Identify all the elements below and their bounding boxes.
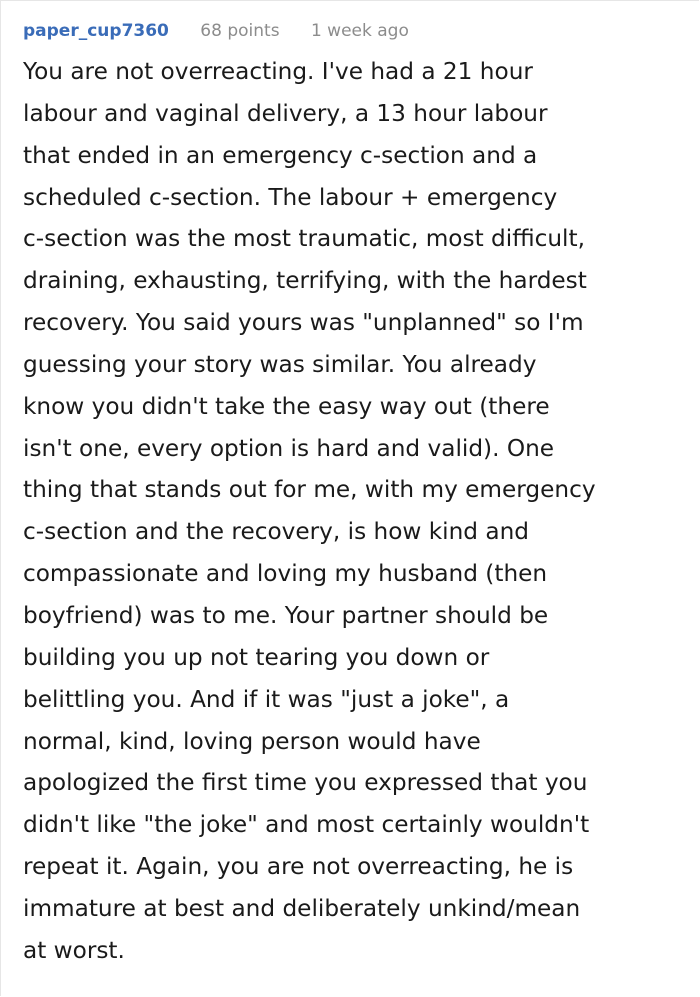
comment-text-line: repeat it. Again, you are not overreacting, he is — [23, 853, 574, 881]
comment-text-line: thing that stands out for me, with my emergency — [23, 476, 596, 504]
comment-text-line: labour and vaginal delivery, a 13 hour labour — [23, 99, 548, 127]
comment-text-line: scheduled c-section. The labour + emergency — [23, 183, 558, 211]
comment-text-line: boyfriend) was to me. Your partner should be — [23, 601, 549, 629]
comment-text-line: know you didn't take the easy way out (there — [23, 392, 550, 420]
username-link[interactable]: paper_cup7360 — [23, 21, 169, 41]
comment-text-line: You are not overreacting. I've had a 21 hour — [23, 58, 533, 85]
timestamp: 1 week ago — [310, 21, 409, 41]
comment-text-line: didn't like "the joke" and most certainly wouldn't — [23, 811, 590, 839]
comment-text-line: apologized the first time you expressed that you — [23, 769, 588, 797]
comment-text-line: normal, kind, loving person would have — [23, 727, 481, 755]
comment-text-line: c-section was the most traumatic, most difficult, — [23, 225, 585, 253]
comment-text-line: draining, exhausting, terrifying, with the hardest — [23, 267, 587, 295]
comment-text-line: immature at best and deliberately unkind/mean — [23, 894, 581, 922]
comment-header — [23, 20, 409, 42]
comment-text-line: guessing your story was similar. You already — [23, 350, 537, 378]
comment-text-line: that ended in an emergency c-section and a — [23, 141, 538, 169]
comment-text-line: compassionate and loving my husband (then — [23, 560, 548, 588]
comment-text-line: c-section and the recovery, is how kind and — [23, 518, 530, 546]
comment-text-line: building you up not tearing you down or — [23, 643, 490, 671]
comment-text-line: at worst. — [23, 936, 125, 964]
comment-text-line: recovery. You said yours was "unplanned" so I'm — [23, 309, 584, 337]
comment-text-line: isn't one, every option is hard and valid). One — [23, 434, 555, 462]
points-count: 68 points — [200, 21, 280, 41]
comment-text-line: belittling you. And if it was "just a joke", a — [23, 685, 510, 713]
comment-body — [23, 51, 596, 972]
